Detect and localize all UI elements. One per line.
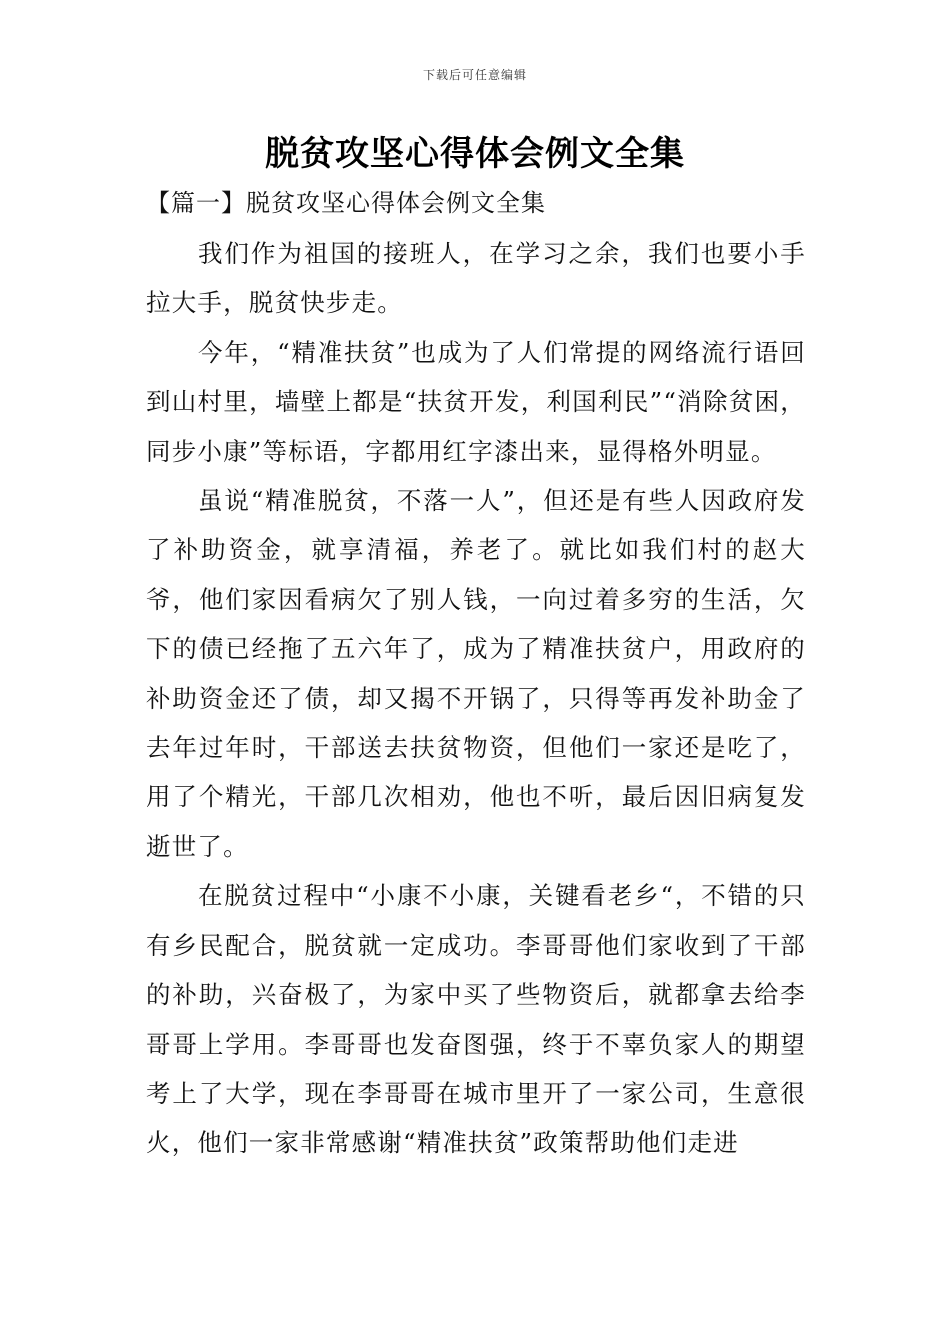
section-heading: 【篇一】脱贫攻坚心得体会例文全集 (146, 189, 546, 217)
paragraph-1: 我们作为祖国的接班人，在学习之余，我们也要小手拉大手，脱贫快步走。 (146, 239, 806, 318)
paragraph-2: 今年，“精准扶贫”也成为了人们常提的网络流行语回到山村里，墙壁上都是“扶贫开发，利国利民”“消除贫困，同步小康”等标语，字都用红字漆出来，显得格外明显。 (146, 337, 806, 466)
header-note: 下载后可任意编辑 (422, 68, 527, 82)
paragraph-4: 在脱贫过程中“小康不小康，关键看老乡“，不错的只有乡民配合，脱贫就一定成功。李哥哥他们家收到了干部的补助，兴奋极了，为家中买了些物资后，就都拿去给李哥哥上学用。李哥哥也发奋图强，终于不辜负家人的期望考上了大学，现在李哥哥在城市里开了一家公司，生意很火，他们一家非常感谢“精准扶贫”政策帮助他们走进 (146, 881, 806, 1158)
document-title: 脱贫攻坚心得体会例文全集 (265, 134, 685, 174)
body-text (146, 229, 806, 1168)
paragraph-3: 虽说“精准脱贫，不落一人”，但还是有些人因政府发了补助资金，就享清福，养老了。就比如我们村的赵大爷，他们家因看病欠了别人钱，一向过着多穷的生活，欠下的债已经拖了五六年了，成为了精准扶贫户，用政府的补助资金还了债，却又揭不开锅了，只得等再发补助金了去年过年时，干部送去扶贫物资，但他们一家还是吃了，用了个精光，干部几次相劝，他也不听，最后因旧病复发逝世了。 (146, 486, 806, 861)
